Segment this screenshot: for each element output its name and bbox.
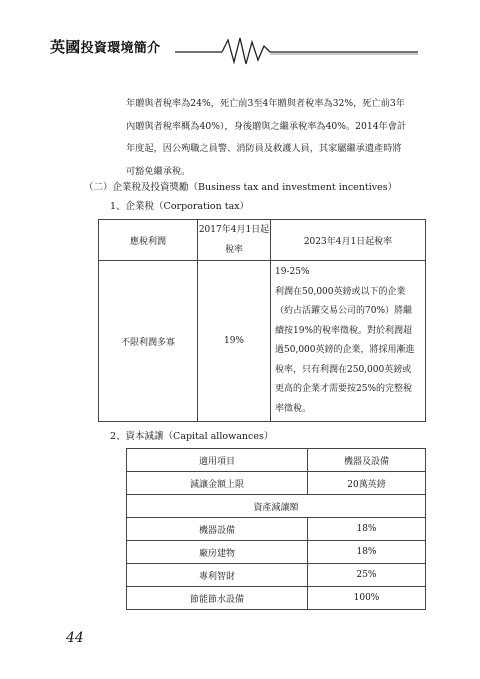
col-header-2017-rate (198, 220, 271, 261)
intro-line: 年度起，因公殉職之員警、消防員及救護人員，其家屬繼承遺產時將 (126, 143, 402, 154)
note-line: 率徵稅。 (275, 403, 312, 414)
section-label-asset-allowance: 資產減讓額 (127, 495, 426, 518)
row-rate: 18% (308, 518, 426, 541)
cap-value: 20萬英鎊 (308, 472, 426, 495)
corporation-tax-table (98, 219, 426, 422)
intro-line: 內贈與者稅率概為40%），身後贈與之繼承稅率為40%。2014年會計 (126, 120, 407, 132)
col-header-2023-rate: 2023年4月1日起稅率 (271, 220, 426, 261)
sub2-heading: 2、資本減讓（Capital allowances） (110, 431, 274, 442)
row-label-unlimited-profit: 不限利潤多寡 (99, 261, 198, 422)
note-line: 續按19%的稅率徵稅。對於利潤超 (275, 325, 413, 336)
row-rate: 100% (308, 587, 426, 610)
cap-label: 減讓金額上限 (127, 472, 308, 495)
row-item: 廠房建物 (127, 541, 308, 564)
note-line: （約占活躍交易公司的70%）將繼 (275, 306, 413, 316)
col-header-2017-line2: 稅率 (224, 245, 243, 255)
row-item: 節能節水設備 (127, 587, 308, 610)
table-row (127, 564, 426, 587)
header-title-main: 英國 (50, 38, 81, 56)
capital-allowances-table (126, 448, 426, 610)
header-title-rest: 投資環境簡介 (80, 41, 161, 56)
note-line: 19-25% (275, 267, 310, 277)
col-header-2017-line1: 2017年4月1日起 (198, 225, 270, 235)
header-machinery: 機器及設備 (308, 449, 426, 472)
intro-paragraph (126, 93, 426, 183)
col-header-taxable-profit: 應稅利潤 (99, 220, 198, 261)
table-row (127, 472, 426, 495)
note-line: 更高的企業才需要按25%的完整稅 (275, 384, 413, 394)
row-rate: 18% (308, 541, 426, 564)
page-number: 44 (66, 630, 84, 646)
table-row (127, 495, 426, 518)
section2-heading: （二）企業稅及投資獎勵（Business tax and investment incentives） (84, 182, 398, 193)
intro-line: 年贈與者稅率為24%，死亡前3至4年贈與者稅率為32%，死亡前3年 (126, 98, 405, 109)
table-row (127, 541, 426, 564)
page-header (0, 0, 480, 80)
row-rate-2017: 19% (198, 261, 271, 422)
table-header-row (99, 220, 426, 261)
note-line: 過50,000英鎊的企業，將採用漸進 (275, 345, 415, 355)
row-item: 機器設備 (127, 518, 308, 541)
intro-line: 可豁免繼承稅。 (126, 165, 191, 177)
table-header-row (127, 449, 426, 472)
table-row (99, 261, 426, 422)
sub1-heading: 1、企業稅（Corporation tax） (110, 201, 250, 212)
row-rate-2023-note (271, 261, 426, 422)
header-title (50, 36, 160, 57)
table-row (127, 587, 426, 610)
header-applicable-item: 適用項目 (127, 449, 308, 472)
row-rate: 25% (308, 564, 426, 587)
row-item: 專利智財 (127, 564, 308, 587)
note-line: 利潤在50,000英鎊或以下的企業 (275, 286, 406, 297)
table-row (127, 518, 426, 541)
note-line: 稅率，只有利潤在250,000英鎊或 (275, 364, 412, 375)
